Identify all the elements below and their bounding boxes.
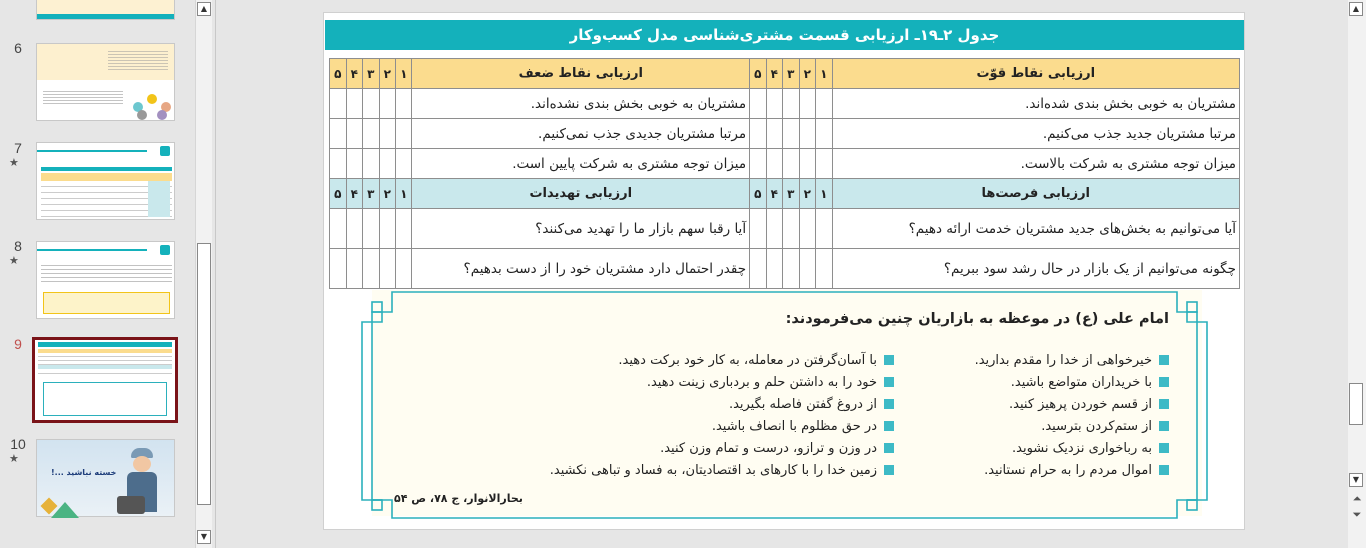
thumbnail-scrollbar[interactable] [195,0,212,548]
score-cell[interactable] [783,209,799,249]
score-header: ۴ [766,59,782,89]
quote-title: امام علی (ع) در موعظه به بازاریان چنین می‌فرمودند: [785,311,1169,327]
slide-thumbnail-9-selected[interactable] [32,337,178,423]
score-cell[interactable] [799,209,815,249]
score-cell[interactable] [783,89,799,119]
slide-number: 8 [14,238,22,254]
score-cell[interactable] [379,149,395,179]
score-header: ۱ [396,179,412,209]
score-cell[interactable] [816,149,832,179]
advice-text: خیرخواهی از خدا را مقدم بدارید. [974,353,1152,368]
score-cell[interactable] [379,249,395,289]
square-bullet-icon [884,421,894,431]
score-cell[interactable] [363,209,379,249]
score-cell[interactable] [346,119,362,149]
slide-canvas[interactable] [323,12,1245,530]
animation-star-icon: ★ [9,452,19,465]
advice-text: در حق مظلوم با انصاف باشید. [711,419,877,434]
advice-item [975,394,1169,416]
column-header-right: ارزیابی نقاط قوّت [832,59,1240,89]
section-header-row [330,59,1240,89]
score-cell[interactable] [799,119,815,149]
slide-number: 9 [14,336,22,352]
statement-cell: مرتبا مشتریان جدید جذب می‌کنیم. [832,119,1240,149]
score-cell[interactable] [396,149,412,179]
slide-thumbnail-pane [0,0,208,548]
square-bullet-icon [1159,399,1169,409]
score-header: ۱ [816,59,832,89]
score-header: ۱ [816,179,832,209]
score-cell[interactable] [396,249,412,289]
advice-item [550,460,894,482]
quote-box [342,290,1227,520]
score-cell[interactable] [346,249,362,289]
score-cell[interactable] [396,119,412,149]
score-cell[interactable] [783,119,799,149]
score-cell[interactable] [750,209,766,249]
score-cell[interactable] [799,149,815,179]
score-header: ۴ [346,179,362,209]
score-cell[interactable] [363,249,379,289]
advice-text: با خریداران متواضع باشید. [1010,375,1152,390]
score-cell[interactable] [330,119,347,149]
next-slide-icon[interactable]: ⏷ [1352,508,1362,521]
score-cell[interactable] [363,119,379,149]
square-bullet-icon [884,355,894,365]
score-header: ۳ [783,59,799,89]
slide-editor-area [215,0,1348,548]
score-cell[interactable] [816,89,832,119]
score-header: ۴ [346,59,362,89]
quote-source: بحارالانوار، ج ۷۸، ص ۵۴ [394,492,523,505]
advice-item [975,460,1169,482]
thumbnail-caption: خسته نباشید ...! [51,468,117,477]
scroll-up-button[interactable]: ▲ [197,2,211,16]
score-header: ۲ [799,59,815,89]
scroll-down-button[interactable]: ▼ [1349,473,1363,487]
advice-list-right [975,350,1169,482]
advice-text: از قسم خوردن پرهیز کنید. [1009,397,1152,412]
worker-illustration [117,446,167,516]
slide-number: 7 [14,140,22,156]
square-bullet-icon [1159,421,1169,431]
table-row [330,119,1240,149]
score-cell[interactable] [783,249,799,289]
score-cell[interactable] [330,249,347,289]
score-cell[interactable] [766,119,782,149]
table-row [330,149,1240,179]
advice-text: در وزن و ترازو، درست و تمام وزن کنید. [660,441,877,456]
table-row [330,249,1240,289]
score-cell[interactable] [766,209,782,249]
slide-thumbnail-7[interactable] [36,142,175,220]
statement-cell: مشتریان به خوبی بخش بندی نشده‌اند. [412,89,750,119]
previous-slide-icon[interactable]: ⏶ [1352,492,1362,505]
score-cell[interactable] [750,89,766,119]
column-header-right: ارزیابی فرصت‌ها [832,179,1240,209]
advice-item [975,438,1169,460]
slide-number: 6 [14,40,22,56]
score-cell[interactable] [346,209,362,249]
slide-thumbnail-10[interactable] [36,439,175,517]
score-header: ۵ [330,179,347,209]
score-cell[interactable] [750,119,766,149]
scrollbar-thumb[interactable] [1349,383,1363,425]
advice-item [975,416,1169,438]
square-bullet-icon [884,443,894,453]
advice-text: زمین خدا را با کارهای بد اقتصادیتان، به فساد و تباهی نکشید. [549,463,877,478]
evaluation-table [329,58,1240,289]
animation-star-icon: ★ [9,254,19,267]
score-header: ۳ [363,59,379,89]
statement-cell: میزان توجه مشتری به شرکت بالاست. [832,149,1240,179]
score-cell[interactable] [396,89,412,119]
advice-item [550,416,894,438]
advice-list-left [550,350,894,482]
score-header: ۵ [750,59,766,89]
scrollbar-thumb[interactable] [197,243,211,505]
score-header: ۱ [396,59,412,89]
square-bullet-icon [1159,465,1169,475]
score-cell[interactable] [799,249,815,289]
score-cell[interactable] [766,249,782,289]
statement-cell: آیا رقبا سهم بازار ما را تهدید می‌کنند؟ [412,209,750,249]
column-header-left: ارزیابی تهدیدات [412,179,750,209]
score-cell[interactable] [330,149,347,179]
slide-number: 10 [10,436,26,452]
advice-text: با آسان‌گرفتن در معامله، به کار خود برکت دهید. [618,353,877,368]
score-header: ۲ [379,59,395,89]
slide-thumbnail-5[interactable] [36,0,175,20]
score-cell[interactable] [783,149,799,179]
editor-scrollbar[interactable] [1348,0,1366,548]
score-cell[interactable] [363,149,379,179]
advice-item [550,438,894,460]
advice-item [550,350,894,372]
score-header: ۵ [750,179,766,209]
score-cell[interactable] [346,149,362,179]
score-header: ۳ [783,179,799,209]
square-bullet-icon [1159,377,1169,387]
square-bullet-icon [1159,355,1169,365]
section-header-row [330,179,1240,209]
score-cell[interactable] [766,149,782,179]
score-cell[interactable] [799,89,815,119]
statement-cell: مشتریان به خوبی بخش بندی شده‌اند. [832,89,1240,119]
score-cell[interactable] [330,209,347,249]
score-header: ۴ [766,179,782,209]
advice-text: خود را به داشتن حلم و بردباری زینت دهید. [646,375,877,390]
table-row [330,89,1240,119]
scroll-up-button[interactable]: ▲ [1349,2,1363,16]
score-cell[interactable] [330,89,347,119]
advice-item [550,372,894,394]
score-cell[interactable] [346,89,362,119]
score-cell[interactable] [766,89,782,119]
score-header: ۳ [363,179,379,209]
square-bullet-icon [884,399,894,409]
score-cell[interactable] [816,249,832,289]
score-cell[interactable] [750,149,766,179]
score-header: ۲ [799,179,815,209]
score-cell[interactable] [379,209,395,249]
column-header-left: ارزیابی نقاط ضعف [412,59,750,89]
score-cell[interactable] [379,89,395,119]
advice-text: اموال مردم را به حرام نستانید. [984,463,1152,478]
score-cell[interactable] [363,89,379,119]
advice-text: از ستم‌کردن بترسید. [1041,419,1152,434]
advice-item [975,372,1169,394]
statement-cell: مرتبا مشتریان جدیدی جذب نمی‌کنیم. [412,119,750,149]
advice-item [550,394,894,416]
score-header: ۲ [379,179,395,209]
square-bullet-icon [1159,443,1169,453]
slide-thumbnail-8[interactable] [36,241,175,319]
score-cell[interactable] [816,209,832,249]
statement-cell: چگونه می‌توانیم از یک بازار در حال رشد سود ببریم؟ [832,249,1240,289]
statement-cell: چقدر احتمال دارد مشتریان خود را از دست بدهیم؟ [412,249,750,289]
statement-cell: میزان توجه مشتری به شرکت پایین است. [412,149,750,179]
table-row [330,209,1240,249]
square-bullet-icon [884,465,894,475]
scroll-down-button[interactable]: ▼ [197,530,211,544]
score-cell[interactable] [750,249,766,289]
statement-cell: آیا می‌توانیم به بخش‌های جدید مشتریان خدمت ارائه دهیم؟ [832,209,1240,249]
slide-thumbnail-6[interactable] [36,43,175,121]
score-cell[interactable] [379,119,395,149]
advice-item [975,350,1169,372]
animation-star-icon: ★ [9,156,19,169]
score-header: ۵ [330,59,347,89]
score-cell[interactable] [816,119,832,149]
advice-text: به رباخواری نزدیک نشوید. [1012,441,1152,456]
square-bullet-icon [884,377,894,387]
score-cell[interactable] [396,209,412,249]
advice-text: از دروغ گفتن فاصله بگیرید. [728,397,877,412]
table-title: جدول ۲ـ۱۹ـ ارزیابی قسمت مشتری‌شناسی مدل کسب‌وکار [325,20,1244,50]
